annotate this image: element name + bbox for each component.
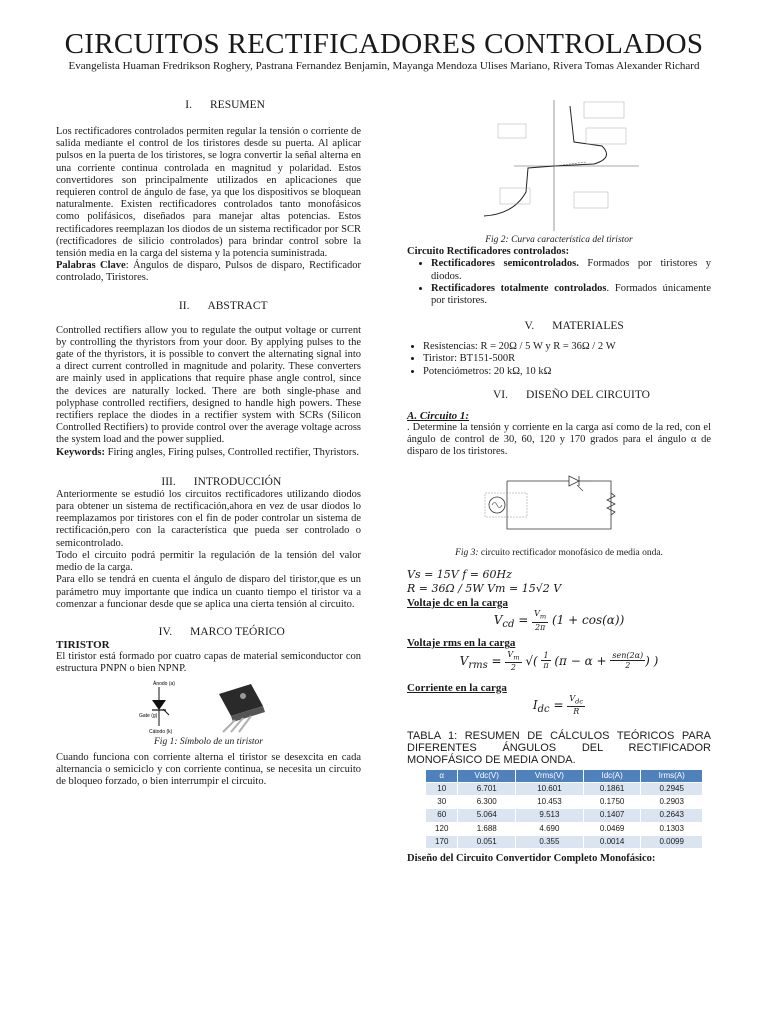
table-cell: 6.300 bbox=[458, 796, 516, 809]
table-cell: 10.601 bbox=[515, 783, 583, 796]
table-cell: 0.2643 bbox=[641, 809, 703, 822]
column-header: Vrms(V) bbox=[515, 769, 583, 782]
intro-paragraph-3: Para ello se tendrá en cuenta el ángulo de disparo del tiristor,que es un parámetro muy importante que indica un cuanto tiempo el tiristor va a comenzar a funcionar desde que se aplica una cierta tensión al circuito. bbox=[56, 574, 361, 610]
subsection-tiristor: TIRISTOR bbox=[56, 638, 110, 651]
results-table bbox=[425, 769, 703, 849]
table-cell: 120 bbox=[426, 822, 458, 835]
abstract-body: Controlled rectifiers allow you to regulate the output voltage or current by controlling the thyristors from your door. By applying pulses to the gate of the thyristors, it is possible to convert the alternating signal into a direct current controlled in magnitude and polarity. These converters are mainly used in applications that require phase angle control, since the devices are naturally locked. There are both single-phase and polyphase controlled rectifiers, designed to handle high powers. These rectifiers replace the diodes in a rectifier system with SCRs (Silicon Controlled Rectifiers) to provide control over the average voltage across the system load and the power supplied. bbox=[56, 324, 361, 446]
table-cell: 6.701 bbox=[458, 783, 516, 796]
table-cell: 0.2945 bbox=[641, 783, 703, 796]
section-heading-diseno: VI. DISEÑO DEL CIRCUITO bbox=[493, 388, 650, 401]
idc-title: Corriente en la carga bbox=[407, 681, 507, 694]
vdc-title: Voltaje dc en la carga bbox=[407, 597, 509, 610]
table-cell: 0.1861 bbox=[583, 783, 641, 796]
table-cell: 10.453 bbox=[515, 796, 583, 809]
final-section-title: Diseño del Circuito Convertidor Completo Monofásico: bbox=[407, 853, 656, 865]
fig2-caption: Fig 2: Curva característica del tiristor bbox=[485, 235, 633, 245]
right-column bbox=[407, 96, 711, 865]
author-list: Evangelista Huaman Fredrikson Roghery, Pastrana Fernandez Benjamin, Mayanga Mendoza Ulises Mariano, Rivera Tomas Alexander Richard bbox=[68, 60, 700, 72]
table-cell: 0.051 bbox=[458, 835, 516, 848]
list-item: • Resistencias: R = 20Ω / 5 W y R = 36Ω / 2 W bbox=[423, 341, 711, 353]
table-cell: 30 bbox=[426, 796, 458, 809]
table-cell: 0.0469 bbox=[583, 822, 641, 835]
idc-formula: $I_{dc}$ = $\frac{V_{dc}}{R}$ bbox=[532, 693, 584, 717]
circuit-1-description: . Determine la tensión y corriente en la carga así como de la red, con el ángulo de control de 30, 60, 120 y 170 grados para el ángulo α de disparo de los tiristores. bbox=[407, 422, 711, 458]
table-cell: 10 bbox=[426, 783, 458, 796]
table-cell: 60 bbox=[426, 809, 458, 822]
table-cell: 9.513 bbox=[515, 809, 583, 822]
table-cell: 0.0014 bbox=[583, 835, 641, 848]
circuit-1-title: A. Circuito 1: bbox=[407, 409, 470, 422]
circuit-parameters-1: Vs = 15V f = 60Hz bbox=[407, 567, 512, 581]
gate-label: Gate (g) bbox=[138, 712, 157, 719]
table-cell: 5.064 bbox=[458, 809, 516, 822]
column-header: α bbox=[426, 769, 458, 782]
rectifier-types-title: Circuito Rectificadores controlados: bbox=[407, 246, 570, 258]
fig1-caption: Fig 1: Símbolo de un tiristor bbox=[154, 736, 263, 747]
table-cell: 0.1303 bbox=[641, 822, 703, 835]
section-heading-resumen: I. RESUMEN bbox=[185, 99, 265, 111]
table-cell: 0.1750 bbox=[583, 796, 641, 809]
table-row bbox=[426, 835, 703, 848]
circuit-parameters-2: R = 36Ω / 5W Vm = 15√2 V bbox=[407, 582, 562, 596]
table-header-row bbox=[426, 769, 703, 782]
rectifier-types-list bbox=[407, 258, 711, 307]
abstract-keywords: Keywords: Firing angles, Firing pulses, Controlled rectifier, Thyristors. bbox=[56, 446, 359, 458]
table-cell: 0.2903 bbox=[641, 796, 703, 809]
intro-paragraph-1: Anteriormente se estudió los circuitos rectificadores utilizando diodos para obtener un sistema de rectificación,ahora en vez de usar diodos lo reemplazamos por tiristores con el fin de poder controlar un sistema de rectificación,pero con la característica que pueda ser controlado o semicontrolado. bbox=[56, 488, 361, 549]
paper-title: CIRCUITOS RECTIFICADORES CONTROLADOS bbox=[64, 28, 704, 60]
anode-label: Ánodo (a) bbox=[152, 680, 175, 687]
results-table-body bbox=[426, 783, 703, 849]
column-header: Irms(A) bbox=[641, 769, 703, 782]
section-heading-introduccion: III. INTRODUCCIÓN bbox=[161, 475, 282, 488]
cathode-label: Cátodo (k) bbox=[148, 728, 172, 735]
thyristor-characteristic-curve-figure bbox=[474, 96, 644, 234]
table-row bbox=[426, 809, 703, 822]
fig3-caption: Fig 3: circuito rectificador monofásico de media onda. bbox=[455, 547, 663, 558]
vrms-formula: $V_{rms}$ = $\frac{V_m}{2}$ √( $\frac{1}{\pi}$ (π − α + $\frac{\text{sen(2α)}}{2}$ ) ) bbox=[459, 649, 659, 673]
materials-list bbox=[407, 341, 711, 378]
half-wave-rectifier-circuit-figure bbox=[479, 463, 639, 547]
table-row bbox=[426, 796, 703, 809]
resumen-body: Los rectificadores controlados permiten regular la tensión o corriente de salida mediante el control de los tiristores desde su puerta. Al aplicar pulsos en la puerta de los tiristores, se logra convertir la señal alterna en una corriente continua controlada en magnitud y polaridad. Estos convertidores son principalmente utilizados en aplicaciones que requieren control de ángulo de fase, ya que los dispositivos se bloquean naturalmente. Existen rectificadores controlados tanto monofásicos como polifásicos, diseñados para manejar altas potencias. Estos rectificadores reemplazan los diodos de un sistema rectificador por SCR (rectificadores de silicio controlados) para brindar control sobre la tensión media en la carga del sistema y la potencia suministrada. bbox=[56, 126, 361, 260]
vrms-title: Voltaje rms en la carga bbox=[407, 637, 516, 650]
vdc-formula: $V_{cd}$ = $\frac{V_m}{2\pi}$ (1 + cos(α)) bbox=[493, 609, 625, 633]
table-row bbox=[426, 783, 703, 796]
table-cell: 4.690 bbox=[515, 822, 583, 835]
section-heading-materiales: V. MATERIALES bbox=[524, 320, 624, 333]
table-cell: 0.1407 bbox=[583, 809, 641, 822]
tiristor-paragraph-2: Cuando funciona con corriente alterna el tiristor se desexcita en cada alternancia o semiciclo y con corriente continua, se necesita un circuito de bloqueo forzado, o bien interrumpir el circuito. bbox=[56, 751, 361, 788]
table-cell: 1.688 bbox=[458, 822, 516, 835]
table-row bbox=[426, 822, 703, 835]
table-cell: 0.355 bbox=[515, 835, 583, 848]
column-header: Idc(A) bbox=[583, 769, 641, 782]
table-cell: 170 bbox=[426, 835, 458, 848]
list-item: • Rectificadores semicontrolados. Formados por tiristores y diodos. bbox=[431, 258, 711, 282]
section-heading-marco: IV. MARCO TEÓRICO bbox=[158, 625, 285, 638]
thyristor-symbol-figure bbox=[139, 676, 279, 736]
table-cell: 0.0099 bbox=[641, 835, 703, 848]
intro-paragraph-2: Todo el circuito podrá permitir la regulación de la tensión del valor medio de la carga. bbox=[56, 549, 361, 574]
thyristor-package-image bbox=[219, 684, 265, 732]
left-column bbox=[56, 96, 361, 788]
column-header: Vdc(V) bbox=[458, 769, 516, 782]
resumen-keywords: Palabras Clave: Ángulos de disparo, Pulsos de disparo, Rectificador controlado, Tiristores. bbox=[56, 260, 362, 284]
list-item: • Rectificadores totalmente controlados. Formados únicamente por tiristores. bbox=[431, 283, 711, 307]
list-item: • Tiristor: BT151-500R bbox=[423, 353, 711, 365]
section-heading-abstract: II. ABSTRACT bbox=[178, 299, 268, 312]
tiristor-paragraph-1: El tiristor está formado por cuatro capas de material semiconductor con estructura PNPN o bien NPNP. bbox=[56, 651, 361, 675]
list-item: • Potenciómetros: 20 kΩ, 10 kΩ bbox=[423, 366, 711, 378]
table-1-title: TABLA 1: RESUMEN DE CÁLCULOS TEÓRICOS PARA DIFERENTES ÁNGULOS DEL RECTIFICADOR MONOFÁSICO DE MEDIA ONDA. bbox=[407, 729, 711, 766]
